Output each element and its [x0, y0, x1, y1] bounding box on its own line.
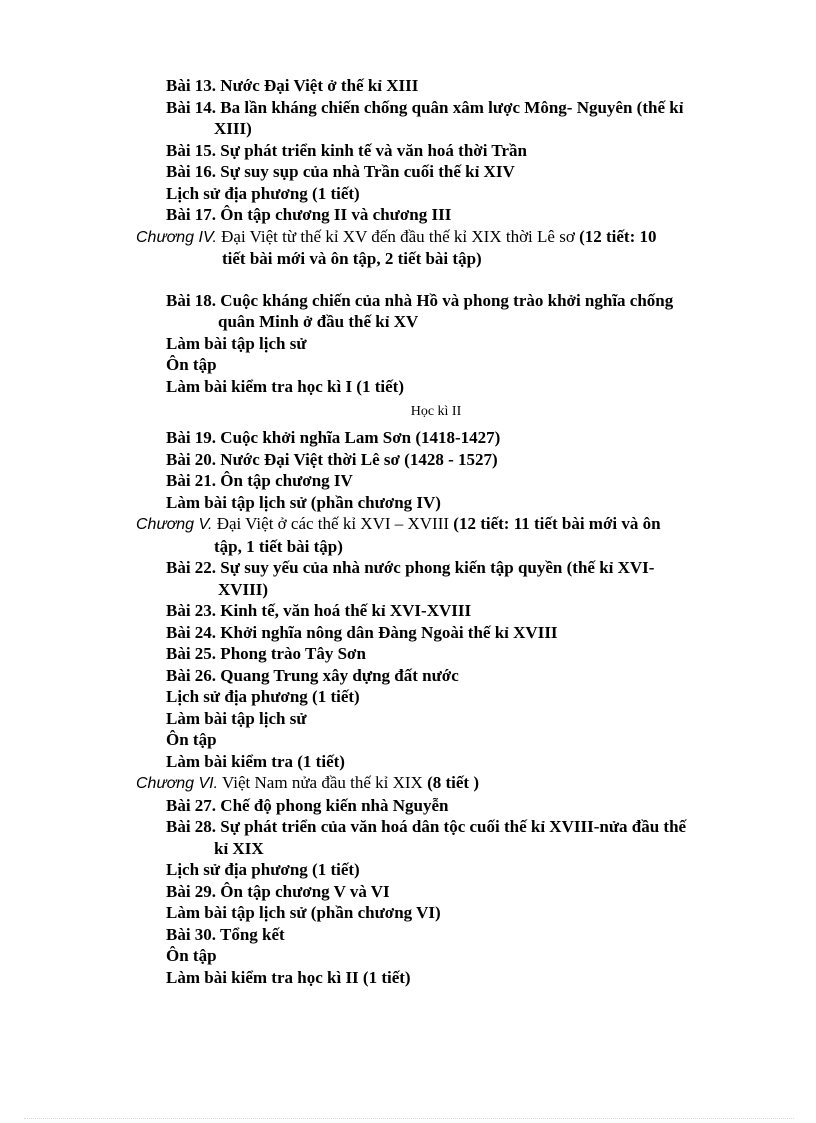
lesson-line: Làm bài tập lịch sử [166, 708, 307, 728]
chapter-title: Đại Việt từ thế kỉ XV đến đầu thế kỉ XIX thời Lê sơ [216, 226, 580, 246]
lesson-line: Bài 15. Sự phát triển kinh tế và văn hoá thời Trần [166, 140, 527, 160]
page-bottom-rule [24, 1118, 794, 1119]
lesson-line: Bài 16. Sự suy sụp của nhà Trần cuối thế kỉ XIV [166, 162, 515, 181]
lesson-line: Bài 30. Tổng kết [166, 924, 285, 944]
lesson-line: Làm bài tập lịch sử [166, 333, 307, 353]
chapter-5-continuation: tập, 1 tiết bài tập) [214, 536, 343, 556]
lesson-line: Làm bài tập lịch sử (phần chương VI) [166, 903, 441, 922]
lesson-line: Bài 24. Khởi nghĩa nông dân Đàng Ngoài thế kỉ XVIII [166, 622, 558, 642]
lesson-line-continuation: quân Minh ở đầu thế kỉ XV [218, 312, 419, 331]
chapter-info: (8 tiết ) [427, 773, 479, 792]
lesson-line: Bài 29. Ôn tập chương V và VI [166, 881, 390, 901]
chapter-label: Chương VI. [136, 775, 219, 792]
lesson-line: Bài 21. Ôn tập chương IV [166, 471, 353, 490]
lesson-line: Làm bài kiểm tra (1 tiết) [166, 751, 345, 771]
chapter-5-heading [0, 513, 816, 536]
lesson-line: Bài 27. Chế độ phong kiến nhà Nguyễn [166, 795, 449, 815]
lesson-line: Bài 23. Kinh tế, văn hoá thế kỉ XVI-XVIII [166, 601, 472, 620]
lesson-line: Làm bài tập lịch sử (phần chương IV) [166, 492, 441, 512]
chapter-title: Việt Nam nửa đầu thế kỉ XIX [218, 773, 428, 792]
lesson-line: Bài 28. Sự phát triển của văn hoá dân tộc cuối thế kỉ XVIII-nửa đầu thế [166, 817, 687, 836]
chapter-6-heading [0, 772, 816, 795]
chapter-info: (12 tiết: 10 [579, 226, 657, 246]
lesson-line: Bài 13. Nước Đại Việt ở thế kỉ XIII [166, 76, 419, 95]
chapter-title: Đại Việt ở các thế kỉ XVI – XVIII [212, 514, 454, 533]
lesson-line: Bài 14. Ba lần kháng chiến chống quân xâm lược Mông- Nguyên (thế kỉ [166, 97, 684, 117]
chapter-label: Chương V. [136, 516, 213, 533]
chapter-info: (12 tiết: 11 tiết bài mới và ôn [453, 514, 661, 533]
lesson-line: Bài 22. Sự suy yếu của nhà nước phong kiến tập quyền (thế kỉ XVI- [166, 558, 655, 577]
syllabus-content [0, 75, 816, 988]
lesson-line: Bài 26. Quang Trung xây dựng đất nước [166, 665, 459, 685]
lesson-line: Làm bài kiểm tra học kì I (1 tiết) [166, 376, 404, 396]
lesson-line: Lịch sử địa phương (1 tiết) [166, 183, 360, 203]
lesson-line-continuation: kỉ XIX [214, 838, 264, 858]
chapter-label: Chương IV. [136, 228, 217, 246]
lesson-line: Bài 17. Ôn tập chương II và chương III [166, 205, 452, 224]
blank-line [0, 270, 816, 290]
lesson-line: Lịch sử địa phương (1 tiết) [166, 687, 360, 706]
lesson-line: Bài 18. Cuộc kháng chiến của nhà Hồ và phong trào khởi nghĩa chống [166, 290, 674, 310]
lesson-line: Làm bài kiểm tra học kì II (1 tiết) [166, 967, 411, 987]
lesson-line: Ôn tập [166, 730, 217, 749]
lesson-line-continuation: XIII) [214, 119, 252, 138]
semester-heading: Học kì II [410, 404, 462, 419]
lesson-line: Bài 20. Nước Đại Việt thời Lê sơ (1428 - 1527) [166, 449, 498, 469]
chapter-4-heading [0, 226, 816, 249]
lesson-line: Bài 25. Phong trào Tây Sơn [166, 644, 366, 663]
lesson-line: Ôn tập [166, 355, 217, 374]
lesson-line: Bài 19. Cuộc khởi nghĩa Lam Sơn (1418-1427) [166, 428, 501, 447]
chapter-4-continuation: tiết bài mới và ôn tập, 2 tiết bài tập) [222, 249, 482, 268]
lesson-line-continuation: XVIII) [218, 579, 269, 599]
lesson-line: Ôn tập [166, 946, 217, 965]
lesson-line: Lịch sử địa phương (1 tiết) [166, 860, 360, 879]
